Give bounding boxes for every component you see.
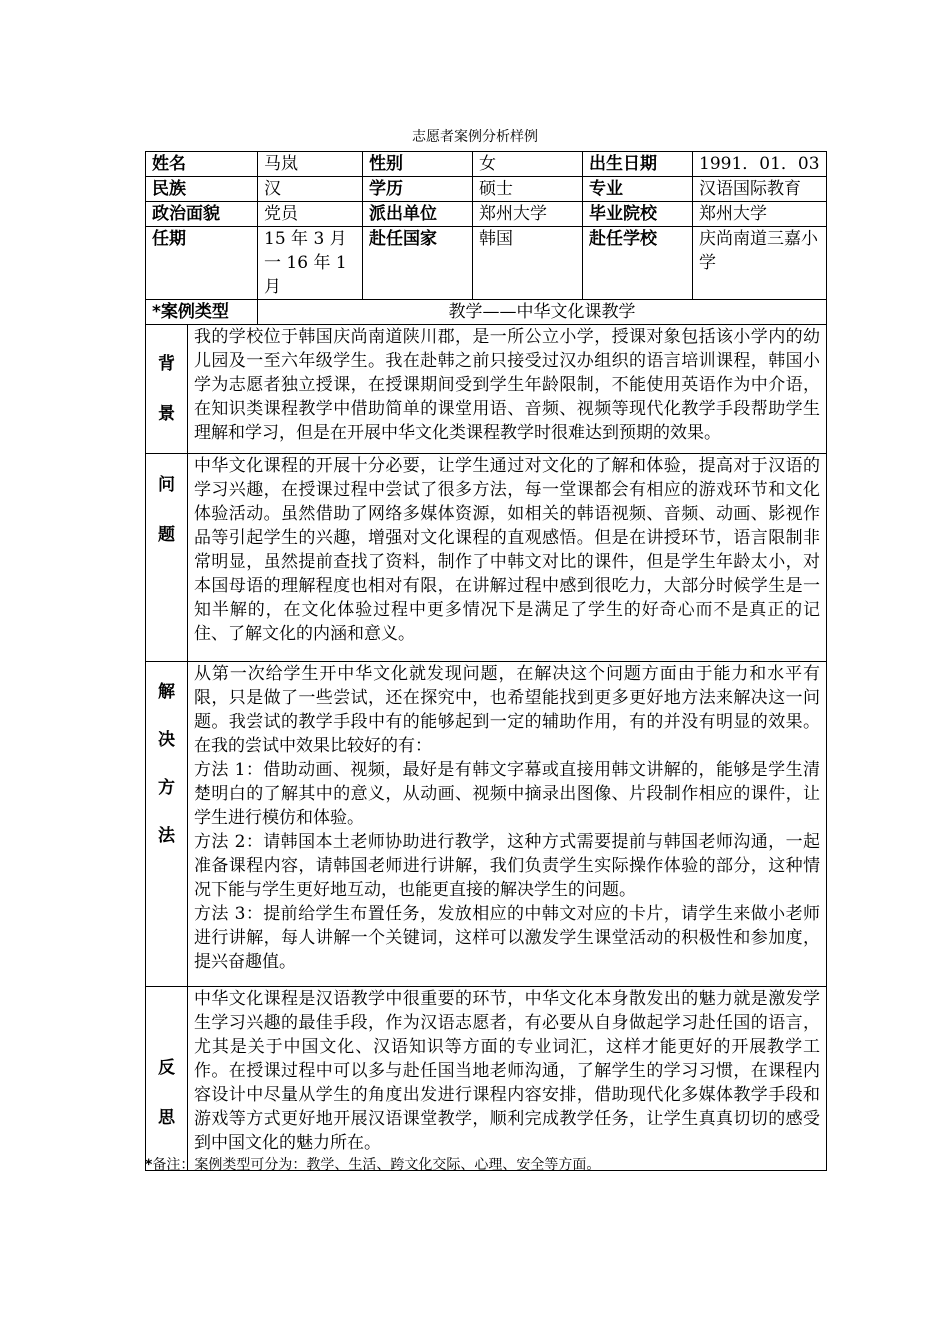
major-label: 专业: [583, 177, 693, 202]
document-title: 志愿者案例分析样例: [412, 129, 538, 145]
reflection-content: [188, 987, 827, 1171]
background-heading-char: 背: [158, 354, 175, 374]
country-value: 韩国: [473, 227, 583, 300]
case-type-label: *案例类型: [146, 300, 258, 325]
solution-heading-char: 法: [158, 826, 175, 846]
grad-value: 郑州大学: [693, 202, 827, 227]
problem-heading: [146, 454, 188, 662]
dispatch-label: 派出单位: [363, 202, 473, 227]
background-heading: [146, 325, 188, 454]
solution-paragraph: 方法 1：借助动画、视频，最好是有韩文字幕或直接用韩文讲解的，能够是学生清楚明白的了解其中的意义，从动画、视频中摘录出图像、片段制作相应的课件，让学生进行模仿和体验。: [194, 760, 820, 828]
problem-heading-char: 问: [158, 475, 175, 495]
name-label: 姓名: [146, 152, 258, 177]
reflection-heading-char: 反: [158, 1058, 175, 1078]
background-paragraph: 我的学校位于韩国庆尚南道陕川郡，是一所公立小学，授课对象包括该小学内的幼儿园及一至六年级学生。我在赴韩之前只接受过汉办组织的语言培训课程，韩国小学为志愿者独立授课，在授课期间受到学生年龄限制，不能使用英语作为中介语，在知识类课程教学中借助简单的课堂用语、音频、视频等现代化教学手段帮助学生理解和学习，但是在开展中华文化类课程教学时很难达到预期的效果。: [194, 327, 820, 443]
country-label: 赴任国家: [363, 227, 473, 300]
term-label: 任期: [146, 227, 258, 300]
political-label: 政治面貌: [146, 202, 258, 227]
birth-label: 出生日期: [583, 152, 693, 177]
solution-heading-char: 解: [158, 682, 175, 702]
ethnic-label: 民族: [146, 177, 258, 202]
solution-heading-char: 决: [158, 730, 175, 750]
problem-heading-char: 题: [158, 525, 175, 545]
background-content: [188, 325, 827, 454]
footnote-text: 备注：案例类型可分为：教学、生活、跨文化交际、心理、安全等方面。: [152, 1157, 601, 1173]
problem-content: [188, 454, 827, 662]
solution-content: [188, 662, 827, 987]
solution-paragraph: 方法 3：提前给学生布置任务，发放相应的中韩文对应的卡片，请学生来做小老师进行讲解，每人讲解一个关键词，这样可以激发学生课堂活动的积极性和参加度，提兴奋趣值。: [194, 904, 820, 972]
solution-paragraph: 方法 2：请韩国本土老师协助进行教学，这种方式需要提前与韩国老师沟通，一起准备课程内容，请韩国老师进行讲解，我们负责学生实际操作体验的部分，这种情况下能与学生更好地互动，也能更直接的解决学生的问题。: [194, 832, 820, 900]
case-type-value: 教学——中华文化课教学: [258, 300, 827, 325]
edu-value: 硕士: [473, 177, 583, 202]
solution-paragraph: 从第一次给学生开中华文化就发现问题，在解决这个问题方面由于能力和水平有限，只是做了一些尝试，还在探究中，也希望能找到更多更好地方法来解决这一问题。我尝试的教学手段中有的能够起到一定的辅助作用，有的并没有明显的效果。在我的尝试中效果比较好的有：: [194, 664, 820, 756]
name-value: 马岚: [258, 152, 363, 177]
gender-value: 女: [473, 152, 583, 177]
background-heading-char: 景: [158, 404, 175, 424]
footnote-star: *: [145, 1157, 153, 1173]
birth-value: 1991．01．03: [693, 152, 827, 177]
school-label: 赴任学校: [583, 227, 693, 300]
political-value: 党员: [258, 202, 363, 227]
reflection-heading-char: 思: [158, 1108, 175, 1128]
footnote: [145, 1155, 600, 1175]
grad-label: 毕业院校: [583, 202, 693, 227]
ethnic-value: 汉: [258, 177, 363, 202]
problem-paragraph: 中华文化课程的开展十分必要，让学生通过对文化的了解和体验，提高对于汉语的学习兴趣，在授课过程中尝试了很多方法，每一堂课都会有相应的游戏环节和文化体验活动。虽然借助了网络多媒体资源，如相关的韩语视频、音频、动画、影视作品等引起学生的兴趣，增强对文化课程的直观感悟。但是在讲授环节，语言限制非常明显，虽然提前查找了资料，制作了中韩文对比的课件，但是学生年龄太小，对本国母语的理解程度也相对有限，在讲解过程中感到很吃力，大部分时候学生是一知半解的，在文化体验过程中更多情况下是满足了学生的好奇心而不是真正的记住、了解文化的内涵和意义。: [194, 456, 820, 644]
case-table: [145, 151, 827, 1171]
solution-heading-char: 方: [158, 778, 175, 798]
school-value: 庆尚南道三嘉小学: [693, 227, 827, 300]
edu-label: 学历: [363, 177, 473, 202]
dispatch-value: 郑州大学: [473, 202, 583, 227]
major-value: 汉语国际教育: [693, 177, 827, 202]
reflection-paragraph: 中华文化课程是汉语教学中很重要的环节，中华文化本身散发出的魅力就是激发学生学习兴趣的最佳手段，作为汉语志愿者，有必要从自身做起学习赴任国的语言，尤其是关于中国文化、汉语知识等方面的专业词汇，这样才能更好的开展教学工作。在授课过程中可以多与赴任国当地老师沟通，了解学生的学习习惯，在课程内容设计中尽量从学生的角度出发进行课程内容安排，借助现代化多媒体教学手段和游戏等方式更好地开展汉语课堂教学，顺利完成教学任务，让学生真真切切的感受到中国文化的魅力所在。: [194, 989, 820, 1153]
solution-heading: [146, 662, 188, 987]
reflection-heading: [146, 987, 188, 1171]
term-value: 15 年 3 月一 16 年 1 月: [258, 227, 363, 300]
gender-label: 性别: [363, 152, 473, 177]
